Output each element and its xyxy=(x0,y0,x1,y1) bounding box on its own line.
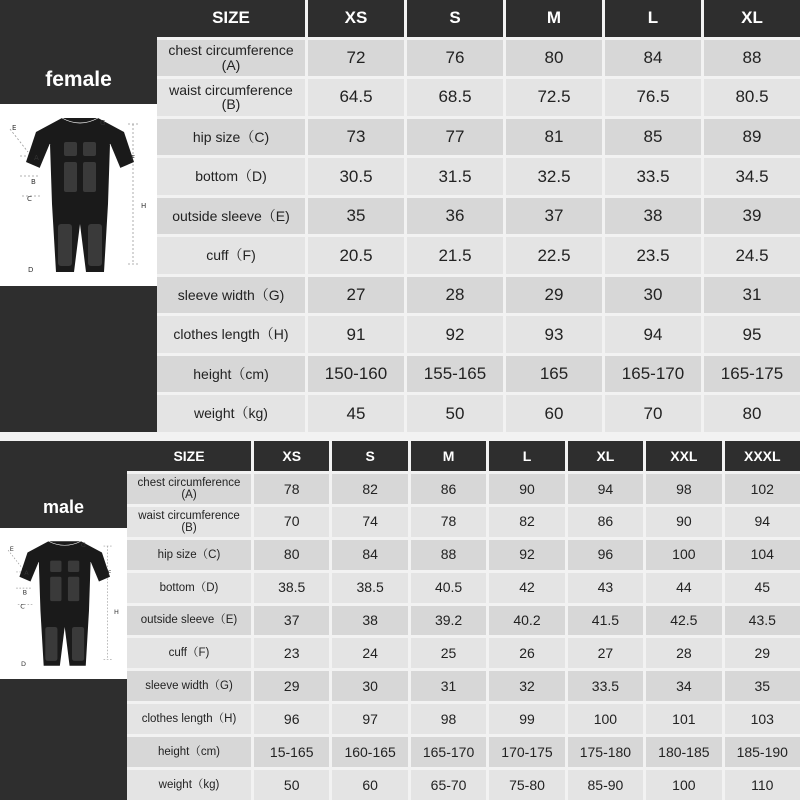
measurement-value: 40.5 xyxy=(411,573,486,603)
measurement-value: 170-175 xyxy=(489,737,564,767)
male-size-chart xyxy=(0,441,800,800)
measurement-value: 15-165 xyxy=(254,737,329,767)
svg-text:H: H xyxy=(141,202,147,210)
measurement-value: 94 xyxy=(568,474,643,504)
size-column-header: XS xyxy=(254,441,329,471)
measurement-value: 23.5 xyxy=(605,237,701,274)
measurement-value: 80.5 xyxy=(704,79,800,116)
size-header: SIZE xyxy=(157,0,305,37)
measurement-value: 92 xyxy=(407,316,503,353)
measurement-value: 33.5 xyxy=(568,671,643,701)
measurement-value: 97 xyxy=(332,704,407,734)
measurement-value: 37 xyxy=(254,606,329,636)
size-column-header: XXXL xyxy=(725,441,800,471)
measurement-value: 39 xyxy=(704,198,800,235)
measurement-value: 26 xyxy=(489,638,564,668)
size-column-header: M xyxy=(506,0,602,37)
svg-text:H: H xyxy=(114,608,119,617)
measurement-value: 86 xyxy=(411,474,486,504)
svg-text:A: A xyxy=(24,569,29,578)
svg-text:F: F xyxy=(107,569,112,578)
measurement-value: 45 xyxy=(308,395,404,432)
measurement-value: 43 xyxy=(568,573,643,603)
svg-text:C: C xyxy=(27,195,32,203)
measurement-value: 76.5 xyxy=(605,79,701,116)
measurement-value: 100 xyxy=(568,704,643,734)
measurement-label: waist circumference (B) xyxy=(127,507,251,537)
measurement-value: 96 xyxy=(568,540,643,570)
measurement-value: 21.5 xyxy=(407,237,503,274)
measurement-value: 31.5 xyxy=(407,158,503,195)
measurement-value: 76 xyxy=(407,40,503,77)
measurement-label: chest circumference (A) xyxy=(157,40,305,77)
measurement-value: 29 xyxy=(506,277,602,314)
measurement-value: 45 xyxy=(725,573,800,603)
measurement-value: 38.5 xyxy=(254,573,329,603)
svg-text:E: E xyxy=(9,544,14,553)
svg-text:E: E xyxy=(12,124,17,132)
svg-text:G: G xyxy=(100,119,106,127)
measurement-value: 24.5 xyxy=(704,237,800,274)
measurement-value: 29 xyxy=(725,638,800,668)
measurement-value: 34 xyxy=(646,671,721,701)
measurement-value: 29 xyxy=(254,671,329,701)
measurement-label: outside sleeve（E) xyxy=(127,606,251,636)
measurement-value: 180-185 xyxy=(646,737,721,767)
measurement-value: 70 xyxy=(254,507,329,537)
measurement-value: 89 xyxy=(704,119,800,156)
size-column-header: XXL xyxy=(646,441,721,471)
measurement-value: 32 xyxy=(489,671,564,701)
measurement-value: 20.5 xyxy=(308,237,404,274)
measurement-value: 28 xyxy=(646,638,721,668)
measurement-value: 31 xyxy=(704,277,800,314)
measurement-value: 88 xyxy=(411,540,486,570)
measurement-value: 23 xyxy=(254,638,329,668)
measurement-label: sleeve width（G) xyxy=(127,671,251,701)
svg-text:F: F xyxy=(131,154,136,162)
measurement-value: 31 xyxy=(411,671,486,701)
size-header: SIZE xyxy=(127,441,251,471)
measurement-value: 41.5 xyxy=(568,606,643,636)
measurement-value: 81 xyxy=(506,119,602,156)
measurement-value: 95 xyxy=(704,316,800,353)
measurement-value: 104 xyxy=(725,540,800,570)
measurement-label: clothes length（H) xyxy=(127,704,251,734)
female-label: female xyxy=(0,57,157,103)
measurement-label: bottom（D) xyxy=(127,573,251,603)
measurement-value: 72 xyxy=(308,40,404,77)
measurement-value: 35 xyxy=(308,198,404,235)
measurement-value: 60 xyxy=(332,770,407,800)
male-label: male xyxy=(0,487,127,527)
measurement-value: 85 xyxy=(605,119,701,156)
measurement-value: 91 xyxy=(308,316,404,353)
measurement-value: 78 xyxy=(411,507,486,537)
size-column-header: L xyxy=(489,441,564,471)
measurement-value: 32.5 xyxy=(506,158,602,195)
svg-text:G: G xyxy=(80,540,86,549)
measurement-value: 50 xyxy=(407,395,503,432)
measurement-value: 42.5 xyxy=(646,606,721,636)
measurement-label: hip size（C) xyxy=(157,119,305,156)
measurement-value: 72.5 xyxy=(506,79,602,116)
measurement-value: 50 xyxy=(254,770,329,800)
measurement-value: 150-160 xyxy=(308,356,404,393)
measurement-label: outside sleeve（E) xyxy=(157,198,305,235)
measurement-value: 78 xyxy=(254,474,329,504)
size-column-header: L xyxy=(605,0,701,37)
male-figure xyxy=(0,528,127,679)
measurement-value: 70 xyxy=(605,395,701,432)
size-column-header: XL xyxy=(568,441,643,471)
measurement-value: 77 xyxy=(407,119,503,156)
measurement-value: 65-70 xyxy=(411,770,486,800)
measurement-value: 30.5 xyxy=(308,158,404,195)
measurement-value: 165-170 xyxy=(605,356,701,393)
measurement-value: 88 xyxy=(704,40,800,77)
svg-text:D: D xyxy=(28,266,34,274)
bodysuit-diagram-icon xyxy=(0,104,157,286)
measurement-value: 38 xyxy=(332,606,407,636)
measurement-value: 28 xyxy=(407,277,503,314)
measurement-value: 94 xyxy=(605,316,701,353)
measurement-value: 98 xyxy=(646,474,721,504)
measurement-value: 40.2 xyxy=(489,606,564,636)
measurement-value: 85-90 xyxy=(568,770,643,800)
measurement-value: 98 xyxy=(411,704,486,734)
measurement-value: 96 xyxy=(254,704,329,734)
measurement-value: 175-180 xyxy=(568,737,643,767)
size-column-header: XS xyxy=(308,0,404,37)
measurement-value: 68.5 xyxy=(407,79,503,116)
measurement-value: 60 xyxy=(506,395,602,432)
svg-text:B: B xyxy=(31,178,36,186)
measurement-value: 74 xyxy=(332,507,407,537)
measurement-value: 42 xyxy=(489,573,564,603)
measurement-value: 30 xyxy=(605,277,701,314)
measurement-value: 33.5 xyxy=(605,158,701,195)
measurement-value: 86 xyxy=(568,507,643,537)
svg-text:C: C xyxy=(20,602,25,611)
svg-text:D: D xyxy=(21,659,27,668)
measurement-label: clothes length（H) xyxy=(157,316,305,353)
size-column-header: S xyxy=(332,441,407,471)
measurement-value: 25 xyxy=(411,638,486,668)
measurement-value: 165-170 xyxy=(411,737,486,767)
measurement-value: 39.2 xyxy=(411,606,486,636)
size-column-header: XL xyxy=(704,0,800,37)
size-column-header: S xyxy=(407,0,503,37)
measurement-label: height（cm) xyxy=(157,356,305,393)
measurement-value: 34.5 xyxy=(704,158,800,195)
measurement-value: 84 xyxy=(332,540,407,570)
measurement-label: height（cm) xyxy=(127,737,251,767)
measurement-label: bottom（D) xyxy=(157,158,305,195)
measurement-value: 35 xyxy=(725,671,800,701)
measurement-value: 38.5 xyxy=(332,573,407,603)
measurement-value: 101 xyxy=(646,704,721,734)
svg-text:B: B xyxy=(22,588,28,597)
measurement-value: 24 xyxy=(332,638,407,668)
measurement-value: 27 xyxy=(568,638,643,668)
measurement-value: 99 xyxy=(489,704,564,734)
measurement-label: hip size（C) xyxy=(127,540,251,570)
measurement-value: 38 xyxy=(605,198,701,235)
size-column-header: M xyxy=(411,441,486,471)
measurement-value: 90 xyxy=(489,474,564,504)
measurement-value: 110 xyxy=(725,770,800,800)
bodysuit-diagram-icon xyxy=(0,528,127,679)
measurement-value: 165 xyxy=(506,356,602,393)
measurement-value: 37 xyxy=(506,198,602,235)
measurement-value: 102 xyxy=(725,474,800,504)
female-figure xyxy=(0,104,157,286)
measurement-value: 75-80 xyxy=(489,770,564,800)
measurement-value: 30 xyxy=(332,671,407,701)
measurement-value: 43.5 xyxy=(725,606,800,636)
measurement-value: 27 xyxy=(308,277,404,314)
measurement-value: 165-175 xyxy=(704,356,800,393)
measurement-value: 94 xyxy=(725,507,800,537)
measurement-value: 160-165 xyxy=(332,737,407,767)
measurement-label: chest circumference (A) xyxy=(127,474,251,504)
measurement-label: cuff（F) xyxy=(157,237,305,274)
measurement-value: 64.5 xyxy=(308,79,404,116)
measurement-label: cuff（F) xyxy=(127,638,251,668)
measurement-value: 90 xyxy=(646,507,721,537)
measurement-value: 36 xyxy=(407,198,503,235)
measurement-value: 44 xyxy=(646,573,721,603)
measurement-value: 100 xyxy=(646,540,721,570)
measurement-value: 100 xyxy=(646,770,721,800)
measurement-value: 185-190 xyxy=(725,737,800,767)
measurement-label: weight（kg) xyxy=(157,395,305,432)
measurement-value: 93 xyxy=(506,316,602,353)
female-table xyxy=(157,0,800,432)
svg-text:A: A xyxy=(34,154,39,162)
measurement-label: weight（kg) xyxy=(127,770,251,800)
measurement-value: 22.5 xyxy=(506,237,602,274)
male-table xyxy=(127,441,800,800)
measurement-value: 80 xyxy=(254,540,329,570)
measurement-label: sleeve width（G) xyxy=(157,277,305,314)
measurement-value: 84 xyxy=(605,40,701,77)
measurement-value: 82 xyxy=(489,507,564,537)
measurement-value: 80 xyxy=(506,40,602,77)
measurement-value: 92 xyxy=(489,540,564,570)
measurement-label: waist circumference (B) xyxy=(157,79,305,116)
measurement-value: 82 xyxy=(332,474,407,504)
measurement-value: 73 xyxy=(308,119,404,156)
measurement-value: 155-165 xyxy=(407,356,503,393)
measurement-value: 103 xyxy=(725,704,800,734)
measurement-value: 80 xyxy=(704,395,800,432)
